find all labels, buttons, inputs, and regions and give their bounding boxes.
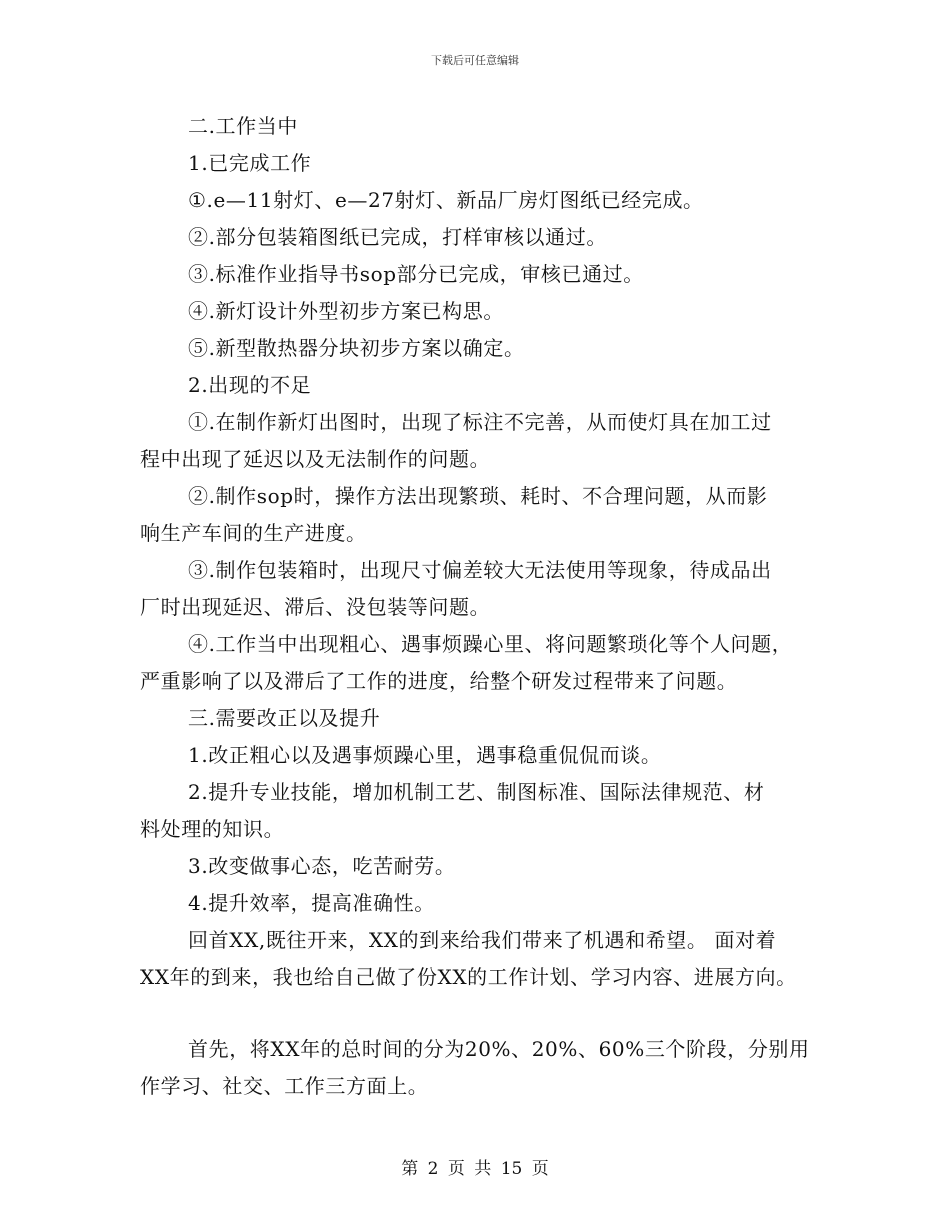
paragraph-line: 首先，将XX年的总时间的分为20%、20%、60%三个阶段，分别用 [188, 1037, 810, 1061]
paragraph-line: XX年的到来，我也给自己做了份XX的工作计划、学习内容、进展方向。 [140, 965, 797, 989]
paragraph-line: 回首XX,既往开来，XX的到来给我们带来了机遇和希望。 面对着 [188, 928, 777, 952]
paragraph-line: 2.提升专业技能，增加机制工艺、制图标准、国际法律规范、材 [188, 780, 765, 804]
paragraph-line: 料处理的知识。 [140, 817, 285, 841]
paragraph-line: 4.提升效率，提高准确性。 [188, 891, 435, 915]
paragraph-line: 1.改正粗心以及遇事烦躁心里，遇事稳重侃侃而谈。 [188, 743, 662, 767]
subheading-completed: 1.已完成工作 [188, 151, 312, 175]
paragraph-line: ②.部分包装箱图纸已完成，打样审核以通过。 [188, 225, 607, 249]
section-heading-improve: 三.需要改正以及提升 [188, 706, 381, 730]
paragraph-line: ②.制作sop时，操作方法出现繁琐、耗时、不合理问题，从而影 [188, 484, 768, 508]
paragraph-line: 厂时出现延迟、滞后、没包装等问题。 [140, 595, 491, 619]
paragraph-line: ③.制作包装箱时，出现尺寸偏差较大无法使用等现象，待成品出 [188, 558, 772, 582]
paragraph-line: 作学习、社交、工作三方面上。 [140, 1074, 429, 1098]
paragraph-line: 3.改变做事心态，吃苦耐劳。 [188, 854, 456, 878]
paragraph-line: ③.标准作业指导书sop部分已完成，审核已通过。 [188, 262, 644, 286]
paragraph-line: 响生产车间的生产进度。 [140, 521, 367, 545]
paragraph-line: 程中出现了延迟以及无法制作的问题。 [140, 447, 491, 471]
subheading-shortcomings: 2.出现的不足 [188, 373, 312, 397]
paragraph-line: ④.新灯设计外型初步方案已构思。 [188, 299, 504, 323]
paragraph-line: 严重影响了以及滞后了工作的进度，给整个研发过程带来了问题。 [140, 669, 738, 693]
paragraph-line: ①.在制作新灯出图时，出现了标注不完善，从而使灯具在加工过 [188, 410, 772, 434]
section-heading-work: 二.工作当中 [188, 114, 298, 138]
page-header: 下载后可任意编辑 [431, 54, 519, 67]
page-footer: 第 2 页 共 15 页 [401, 1159, 549, 1179]
paragraph-line: ④.工作当中出现粗心、遇事烦躁心里、将问题繁琐化等个人问题， [188, 632, 793, 656]
paragraph-line: ①.e—11射灯、e—27射灯、新品厂房灯图纸已经完成。 [188, 188, 704, 212]
paragraph-line: ⑤.新型散热器分块初步方案以确定。 [188, 336, 525, 360]
